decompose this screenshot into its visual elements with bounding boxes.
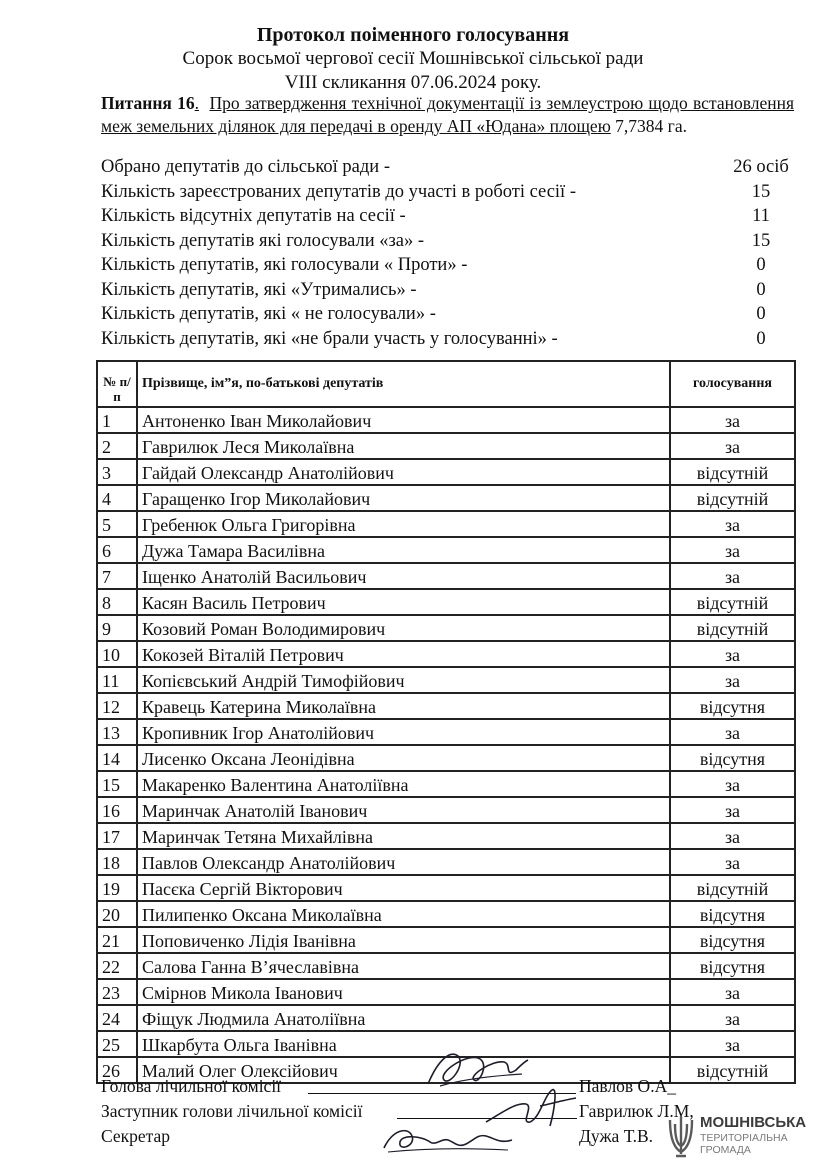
deputy-name: Пилипенко Оксана Миколаївна bbox=[137, 901, 670, 927]
column-header-name: Прізвище, ім”я, по-батькові депутатів bbox=[137, 361, 670, 407]
row-number: 11 bbox=[97, 667, 137, 693]
table-row bbox=[97, 693, 795, 719]
stat-label: Кількість депутатів, які голосували « Проти» - bbox=[101, 255, 468, 275]
vote-result: відсутня bbox=[670, 901, 795, 927]
deputy-name: Копієвський Андрій Тимофійович bbox=[137, 667, 670, 693]
row-number: 24 bbox=[97, 1005, 137, 1031]
vote-result: відсутня bbox=[670, 927, 795, 953]
question-number: 16 bbox=[177, 93, 195, 113]
table-row bbox=[97, 875, 795, 901]
vote-result: відсутній bbox=[670, 615, 795, 641]
row-number: 4 bbox=[97, 485, 137, 511]
vote-result: відсутня bbox=[670, 745, 795, 771]
vote-result: відсутня bbox=[670, 953, 795, 979]
stat-row bbox=[101, 204, 801, 229]
table-row bbox=[97, 537, 795, 563]
vote-result: за bbox=[670, 1031, 795, 1057]
row-number: 21 bbox=[97, 927, 137, 953]
vote-result: за bbox=[670, 407, 795, 433]
vote-result: за bbox=[670, 719, 795, 745]
deputy-name: Кравець Катерина Миколаївна bbox=[137, 693, 670, 719]
vote-result: відсутній bbox=[670, 485, 795, 511]
row-number: 17 bbox=[97, 823, 137, 849]
vote-result: за bbox=[670, 537, 795, 563]
table-row bbox=[97, 485, 795, 511]
deputy-name: Гребенюк Ольга Григорівна bbox=[137, 511, 670, 537]
table-row bbox=[97, 901, 795, 927]
stat-row bbox=[101, 180, 801, 205]
table-row bbox=[97, 459, 795, 485]
row-number: 12 bbox=[97, 693, 137, 719]
deputy-name: Макаренко Валентина Анатоліївна bbox=[137, 771, 670, 797]
signature-name: Гаврилюк Л.М, bbox=[579, 1101, 694, 1121]
watermark-title: МОШНІВСЬКА bbox=[700, 1114, 807, 1131]
question-block bbox=[101, 92, 794, 138]
table-row bbox=[97, 433, 795, 459]
table-row bbox=[97, 745, 795, 771]
table-row bbox=[97, 979, 795, 1005]
signature-name: Павлов О.А_ bbox=[579, 1076, 676, 1096]
table-row bbox=[97, 719, 795, 745]
stat-value: 0 bbox=[756, 279, 766, 300]
stat-label: Кількість депутатів які голосували «за» - bbox=[101, 230, 425, 251]
deputy-name: Павлов Олександр Анатолійович bbox=[137, 849, 670, 875]
stat-label: Обрано депутатів до сільської ради - bbox=[101, 157, 390, 177]
table-row bbox=[97, 927, 795, 953]
deputy-name: Поповиченко Лідія Іванівна bbox=[137, 927, 670, 953]
row-number: 10 bbox=[97, 641, 137, 667]
deputy-name: Кокозей Віталій Петрович bbox=[137, 641, 670, 667]
row-number: 19 bbox=[97, 875, 137, 901]
stat-label: Кількість депутатів, які «Утримались» - bbox=[101, 279, 417, 300]
stat-value: 15 bbox=[751, 230, 771, 251]
document-title: Протокол поіменного голосування bbox=[256, 24, 570, 46]
deputy-name: Шкарбута Ольга Іванівна bbox=[137, 1031, 670, 1057]
stat-label: Кількість зареєстрованих депутатів до участі в роботі сесії - bbox=[101, 181, 576, 202]
stat-value: 15 bbox=[751, 181, 771, 202]
row-number: 7 bbox=[97, 563, 137, 589]
stat-row bbox=[101, 327, 801, 352]
vote-result: за bbox=[670, 797, 795, 823]
column-header-number: № п/п bbox=[97, 361, 137, 407]
stat-label: Кількість депутатів, які « не голосували» - bbox=[101, 304, 436, 324]
deputy-name: Кропивник Ігор Анатолійович bbox=[137, 719, 670, 745]
stat-label: Кількість депутатів, які «не брали участь у голосуванні» - bbox=[101, 328, 558, 349]
stat-row bbox=[101, 302, 801, 327]
table-row bbox=[97, 849, 795, 875]
deputy-name: Гаврилюк Леся Миколаївна bbox=[137, 433, 670, 459]
row-number: 8 bbox=[97, 589, 137, 615]
row-number: 9 bbox=[97, 615, 137, 641]
vote-result: за bbox=[670, 641, 795, 667]
deputy-name: Антоненко Іван Миколайович bbox=[137, 407, 670, 433]
question-text: Про затвердження технічної документації із землеустрою щодо встановлення меж земельних ділянок для передачі в оренду АП «Юдана» площею bbox=[101, 93, 795, 136]
stat-row bbox=[101, 155, 801, 180]
vote-result: за bbox=[670, 849, 795, 875]
question-number-suffix: . bbox=[194, 93, 199, 113]
vote-result: відсутній bbox=[670, 589, 795, 615]
table-row bbox=[97, 797, 795, 823]
table-row bbox=[97, 563, 795, 589]
community-watermark bbox=[664, 1114, 824, 1162]
stat-value: 0 bbox=[756, 328, 766, 349]
deputy-name: Пасєка Сергій Вікторович bbox=[137, 875, 670, 901]
roll-call-table bbox=[96, 360, 796, 1084]
row-number: 26 bbox=[97, 1057, 137, 1083]
deputy-name: Гайдай Олександр Анатолійович bbox=[137, 459, 670, 485]
vote-statistics bbox=[101, 155, 801, 351]
watermark-subtitle: ТЕРИТОРІАЛЬНА ГРОМАДА bbox=[700, 1132, 788, 1156]
stat-label: Кількість відсутніх депутатів на сесії - bbox=[101, 206, 406, 226]
row-number: 6 bbox=[97, 537, 137, 563]
table-row bbox=[97, 511, 795, 537]
stat-value: 26 осіб bbox=[733, 157, 789, 177]
table-header-row bbox=[97, 361, 795, 407]
deputy-name: Маринчак Анатолій Іванович bbox=[137, 797, 670, 823]
session-line: VIII скликання 07.06.2024 року. bbox=[284, 72, 542, 93]
deputy-name: Малий Олег Олексійович bbox=[137, 1057, 670, 1083]
deputy-name: Лисенко Оксана Леонідівна bbox=[137, 745, 670, 771]
row-number: 5 bbox=[97, 511, 137, 537]
signature-role: Голова лічильної комісії bbox=[101, 1076, 282, 1096]
row-number: 15 bbox=[97, 771, 137, 797]
vote-result: за bbox=[670, 771, 795, 797]
deputy-name: Дужа Тамара Василівна bbox=[137, 537, 670, 563]
column-header-vote: голосування bbox=[670, 361, 795, 407]
handwritten-signature-3 bbox=[378, 1118, 518, 1162]
signature-name: Дужа Т.В. bbox=[579, 1126, 654, 1146]
table-row bbox=[97, 1005, 795, 1031]
deputy-name: Іщенко Анатолій Васильович bbox=[137, 563, 670, 589]
deputy-name: Касян Василь Петрович bbox=[137, 589, 670, 615]
deputy-name: Маринчак Тетяна Михайлівна bbox=[137, 823, 670, 849]
vote-result: за bbox=[670, 563, 795, 589]
row-number: 2 bbox=[97, 433, 137, 459]
deputy-name: Фіщук Людмила Анатоліївна bbox=[137, 1005, 670, 1031]
vote-result: відсутній bbox=[670, 1057, 795, 1083]
table-row bbox=[97, 615, 795, 641]
table-row bbox=[97, 823, 795, 849]
vote-result: за bbox=[670, 1005, 795, 1031]
row-number: 16 bbox=[97, 797, 137, 823]
row-number: 25 bbox=[97, 1031, 137, 1057]
row-number: 1 bbox=[97, 407, 137, 433]
deputy-name: Салова Ганна В’ячеславівна bbox=[137, 953, 670, 979]
table-row bbox=[97, 667, 795, 693]
row-number: 14 bbox=[97, 745, 137, 771]
stat-value: 0 bbox=[756, 304, 766, 324]
document-subtitle: Сорок восьмої чергової сесії Мошнівської сільської ради bbox=[182, 48, 644, 69]
row-number: 20 bbox=[97, 901, 137, 927]
vote-result: за bbox=[670, 511, 795, 537]
stat-row bbox=[101, 229, 801, 254]
table-row bbox=[97, 953, 795, 979]
row-number: 23 bbox=[97, 979, 137, 1005]
table-row bbox=[97, 771, 795, 797]
table-row bbox=[97, 641, 795, 667]
table-row bbox=[97, 589, 795, 615]
question-tail: 7,7384 га. bbox=[615, 116, 687, 136]
row-number: 18 bbox=[97, 849, 137, 875]
vote-result: за bbox=[670, 823, 795, 849]
deputy-name: Смірнов Микола Іванович bbox=[137, 979, 670, 1005]
table-row bbox=[97, 407, 795, 433]
vote-result: відсутній bbox=[670, 875, 795, 901]
vote-result: за bbox=[670, 433, 795, 459]
row-number: 3 bbox=[97, 459, 137, 485]
question-label: Питання bbox=[101, 93, 172, 113]
deputy-name: Гаращенко Ігор Миколайович bbox=[137, 485, 670, 511]
row-number: 22 bbox=[97, 953, 137, 979]
vote-result: відсутня bbox=[670, 693, 795, 719]
stat-row bbox=[101, 253, 801, 278]
signature-role: Секретар bbox=[101, 1126, 171, 1146]
stat-value: 0 bbox=[756, 255, 766, 275]
table-body bbox=[97, 407, 795, 1083]
trident-icon bbox=[666, 1114, 696, 1160]
deputy-name: Козовий Роман Володимирович bbox=[137, 615, 670, 641]
stat-row bbox=[101, 278, 801, 303]
stat-value: 11 bbox=[752, 206, 770, 226]
vote-result: за bbox=[670, 979, 795, 1005]
row-number: 13 bbox=[97, 719, 137, 745]
vote-result: за bbox=[670, 667, 795, 693]
vote-result: відсутній bbox=[670, 459, 795, 485]
signature-role: Заступник голови лічильної комісії bbox=[101, 1101, 363, 1121]
